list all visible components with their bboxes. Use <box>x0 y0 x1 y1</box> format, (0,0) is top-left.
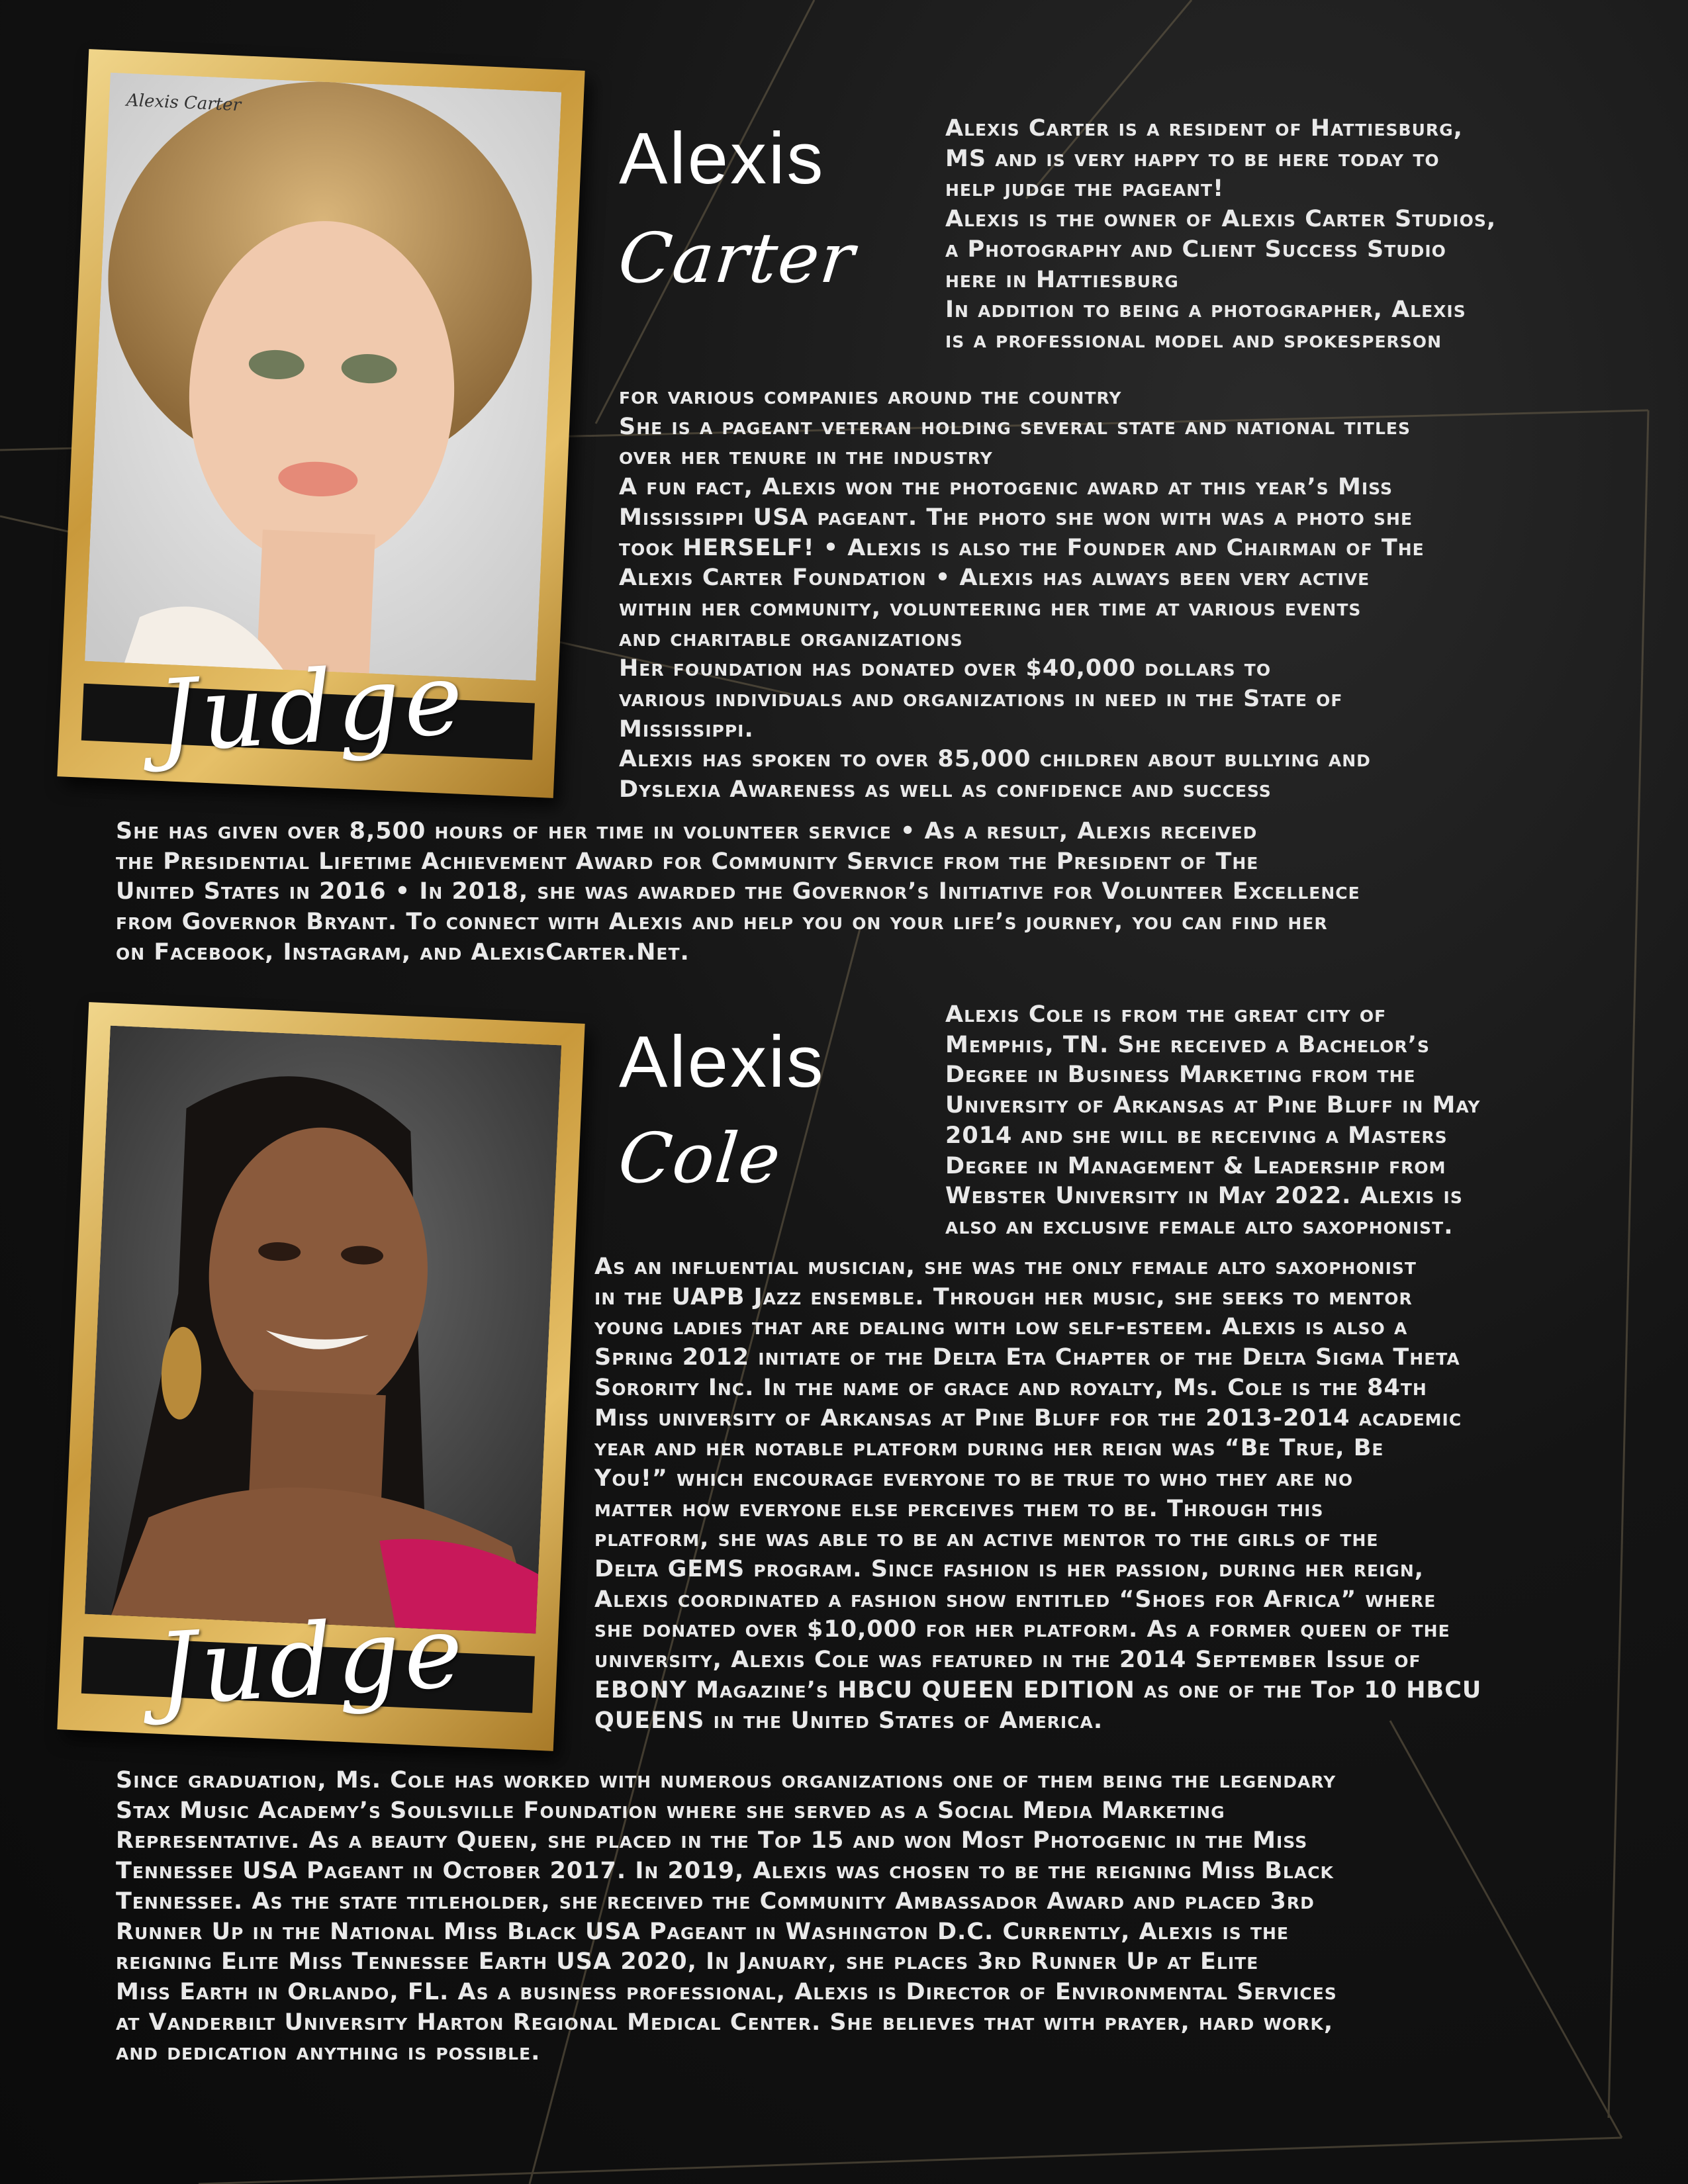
judge-photo-frame-cole <box>57 1002 585 1751</box>
judge-label: Judge <box>154 1594 470 1728</box>
name-last-carter: Carter <box>614 218 859 298</box>
judge-label: Judge <box>154 641 470 775</box>
bio-intro-carter: Alexis Carter is a resident of Hattiesburg, MS and is very happy to be here today to help judge the pageant! Alexis is the owner of Alexis Carter Studios, a Photography and Client Success Studio here in Hattiesburg In addition to being a photographer, Alexis is a professional model and spokesperson <box>945 115 1497 353</box>
photo-signature: Alexis Carter <box>126 90 242 116</box>
bio-middle-carter: for various companies around the country She is a pageant veteran holding several state and national titles over her tenure in the industry A fun fact, Alexis won the photogenic award at this year’s Miss Mississippi USA pageant. The photo she won with was a photo she took HERSELF! • Alexis is also the Founder and Chairman of The Alexis Carter Foundation • Alexis has always been very active within her community, volunteering her time at various events and charitable organizations Her foundation has donated over $40,000 dollars to various individuals and organizations in need in the State of Mississippi. Alexis has spoken to over 85,000 children about bullying and Dyslexia Awareness as well as confidence and success <box>619 383 1425 803</box>
judge-photo-frame-carter <box>57 49 585 798</box>
bio-full-carter: She has given over 8,500 hours of her time in volunteer service • As a result, Alexis received the Presidential Lifetime Achievement Award for Community Service from the President of The United States in 2016 • In 2018, she was awarded the Governor’s Initiative for Volunteer Excellence from Governor Bryant. To connect with Alexis and help you on your life’s journey, you can find her on Facebook, Instagram, and AlexisCarter.Net. <box>116 818 1360 966</box>
name-last-cole: Cole <box>614 1118 786 1199</box>
name-first-carter: Alexis <box>619 118 825 199</box>
bio-intro-cole: Alexis Cole is from the great city of Memphis, TN. She received a Bachelor’s Degree in Business Marketing from the University of Arkansas at Pine Bluff in May 2014 and she will be receiving a Masters Degree in Management & Leadership from Webster University in May 2022. Alexis is also an exclusive female alto saxophonist. <box>945 1001 1481 1240</box>
name-first-cole: Alexis <box>619 1021 825 1103</box>
portrait-photo-carter <box>85 73 561 681</box>
portrait-photo-cole <box>85 1026 561 1634</box>
bio-middle-cole: As an influential musician, she was the only female alto saxophonist in the UAPB Jazz ensemble. Through her music, she seeks to mentor young ladies that are dealing with low self-esteem. Alexis is also a Spring 2012 initiate of the Delta Eta Chapter of the Delta Sigma Theta Sorority Inc. In the name of grace and royalty, Ms. Cole is the 84th Miss university of Arkansas at Pine Bluff for the 2013-2014 academic year and her notable platform during her reign was “Be True, Be You!” which encourage everyone to be true to who they are no matter how everyone else perceives them to be. Through this platform, she was able to be an active mentor to the girls of the Delta GEMS program. Since fashion is her passion, during her reign, Alexis coordinated a fashion show entitled “Shoes for Africa” where she donated over $10,000 for her platform. As a former queen of the university, Alexis Cole was featured in the 2014 September Issue of EBONY Magazine’s HBCU QUEEN EDITION as one of the Top 10 HBCU QUEENS in the United States of America. <box>594 1253 1482 1734</box>
bio-full-cole: Since graduation, Ms. Cole has worked with numerous organizations one of them being the legendary Stax Music Academy’s Soulsville Foundation where she served as a Social Media Marketing Representative. As a beauty Queen, she placed in the Top 15 and won Most Photogenic in the Miss Tennessee USA Pageant in October 2017. In 2019, Alexis was chosen to be the reigning Miss Black Tennessee. As the state titleholder, she received the Community Ambassador Award and placed 3rd Runner Up in the National Miss Black USA Pageant in Washington D.C. Currently, Alexis is the reigning Elite Miss Tennessee Earth USA 2020, In January, she places 3rd Runner Up at Elite Miss Earth in Orlando, FL. As a business professional, Alexis is Director of Environmental Services at Vanderbilt University Harton Regional Medical Center. She believes that with prayer, hard work, and dedication anything is possible. <box>116 1767 1337 2066</box>
